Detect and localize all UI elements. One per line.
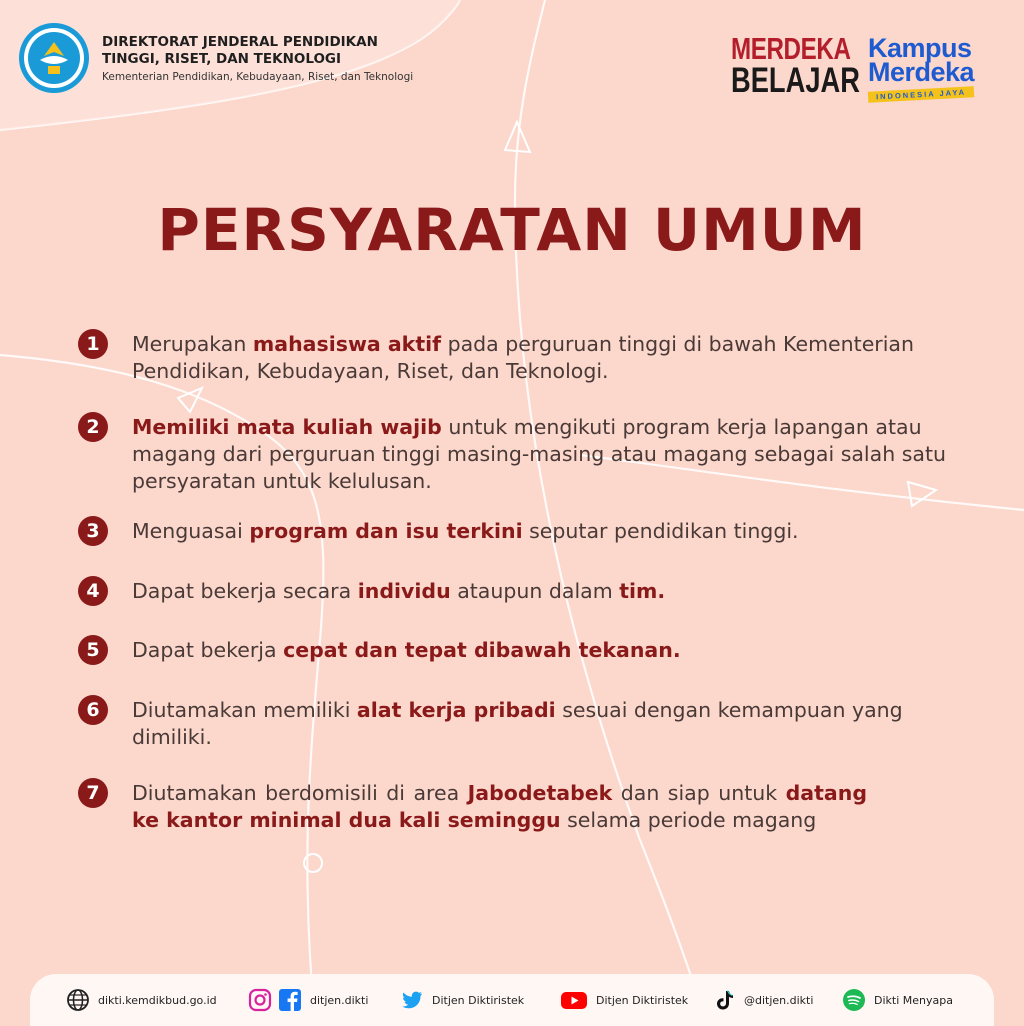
facebook-icon: [278, 988, 302, 1012]
youtube-icon: [560, 988, 588, 1012]
spotify-label: Dikti Menyapa: [874, 993, 953, 1007]
list-item: [78, 518, 958, 546]
twitter-label: Ditjen Diktiristek: [432, 993, 525, 1007]
kampus-merdeka-tag: INDONESIA JAYA: [868, 86, 975, 103]
item-text: Dapat bekerja cepat dan tepat dibawah tekanan.: [132, 638, 681, 662]
page-title: PERSYARATAN UMUM: [157, 196, 867, 264]
instagram-icon: [248, 988, 272, 1012]
merdeka-belajar-bottom: BELAJAR: [731, 61, 860, 100]
list-item: [78, 331, 958, 385]
kampus-merdeka-line1: Kampus: [868, 33, 972, 63]
org-subtitle: Kementerian Pendidikan, Kebudayaan, Riset, dan Teknologi: [102, 70, 414, 83]
kampus-merdeka-line2: Merdeka: [868, 57, 975, 87]
list-item: [78, 414, 958, 495]
header: [18, 22, 432, 94]
footer-spotify[interactable]: [842, 988, 953, 1012]
org-name: DIREKTORAT JENDERAL PENDIDIKAN TINGGI, RISET, DAN TEKNOLOGI: [102, 33, 378, 67]
footer-instagram-facebook[interactable]: [248, 988, 368, 1012]
website-label: dikti.kemdikbud.go.id: [98, 993, 217, 1007]
item-text: Dapat bekerja secara individu ataupun dalam tim.: [132, 579, 666, 603]
spotify-icon: [842, 988, 866, 1012]
merdeka-belajar-logo: [731, 31, 881, 100]
item-number: 1: [78, 329, 108, 359]
youtube-label: Ditjen Diktiristek: [596, 993, 689, 1007]
item-text: Memiliki mata kuliah wajib untuk mengikuti program kerja lapangan atau magang dari perguruan tinggi masing-masing atau magang sebagai salah satu persyaratan untuk kelulusan.: [132, 415, 946, 493]
merdeka-belajar-top: MERDEKA: [731, 31, 851, 66]
list-item: [78, 697, 958, 751]
item-text: Diutamakan memiliki alat kerja pribadi sesuai dengan kemampuan yang dimiliki.: [132, 698, 903, 749]
list-item: [78, 637, 958, 665]
item-number: 4: [78, 576, 108, 606]
footer-youtube[interactable]: [560, 988, 688, 1012]
item-number: 3: [78, 516, 108, 546]
tiktok-label: @ditjen.dikti: [744, 993, 814, 1007]
tut-wuri-handayani-logo-icon: [18, 22, 90, 94]
tiktok-icon: [712, 988, 736, 1012]
item-number: 7: [78, 778, 108, 808]
footer-tiktok[interactable]: [712, 988, 813, 1012]
social-footer: [30, 974, 994, 1026]
instagram-facebook-label: ditjen.dikti: [310, 993, 369, 1007]
item-text: Merupakan mahasiswa aktif pada perguruan tinggi di bawah Kementerian Pendidikan, Kebudayaan, Riset, dan Teknologi.: [132, 332, 914, 383]
item-number: 2: [78, 412, 108, 442]
item-number: 5: [78, 635, 108, 665]
list-item: [78, 578, 958, 606]
globe-icon: [66, 988, 90, 1012]
footer-twitter[interactable]: [400, 988, 524, 1012]
item-number: 6: [78, 695, 108, 725]
twitter-icon: [400, 988, 424, 1012]
item-text: Diutamakan berdomisili di area Jabodetabek dan siap untuk datang ke kantor minimal dua kali seminggu selama periode magang: [132, 781, 867, 832]
kampus-merdeka-logo: [868, 33, 975, 102]
item-text: Menguasai program dan isu terkini seputar pendidikan tinggi.: [132, 519, 799, 543]
list-item: [78, 780, 958, 834]
footer-website[interactable]: [66, 988, 217, 1012]
